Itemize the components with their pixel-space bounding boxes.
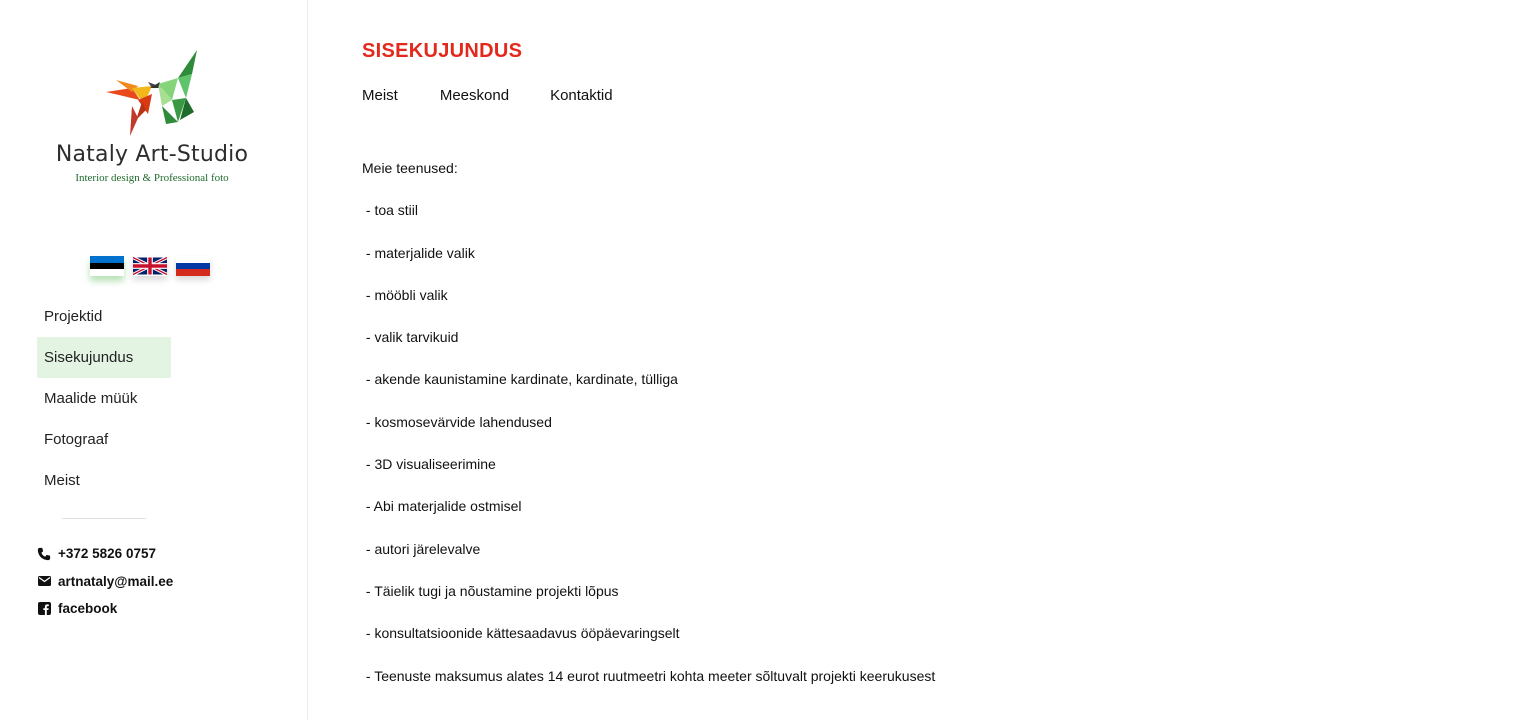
service-item: - autori järelevalve <box>362 540 481 557</box>
service-item: - Teenuste maksumus alates 14 eurot ruutmeetri kohta meeter sõltuvalt projekti keerukusest <box>362 667 936 684</box>
tab-meeskond[interactable]: Meeskond <box>439 87 510 104</box>
service-item: - 3D visualiseerimine <box>362 456 496 473</box>
email-contact[interactable] <box>37 568 173 596</box>
services-heading: Meie teenused: <box>362 160 458 176</box>
sidebar-item-meist[interactable]: Meist <box>44 472 80 489</box>
language-switcher <box>90 256 210 278</box>
brand-name: Nataly Art-Studio <box>55 142 249 167</box>
facebook-icon <box>37 602 51 616</box>
service-item: - kosmosevärvide lahendused <box>362 413 552 430</box>
sidebar-item-projektid[interactable]: Projektid <box>44 308 103 325</box>
phone-icon <box>37 547 51 561</box>
service-item: - mööbli valik <box>362 286 448 303</box>
sidebar-nav <box>37 296 171 501</box>
page-title: SISEKUJUNDUS <box>362 40 523 62</box>
phone-number: +372 5826 0757 <box>58 546 156 562</box>
envelope-icon <box>37 574 51 588</box>
tab-kontaktid[interactable]: Kontaktid <box>550 87 613 104</box>
sidebar-item-sisekujundus[interactable]: Sisekujundus <box>37 337 171 378</box>
uk-flag-icon[interactable] <box>133 256 167 276</box>
email-address: artnataly@mail.ee <box>58 573 174 589</box>
service-item: - toa stiil <box>362 202 419 219</box>
tab-meist[interactable]: Meist <box>362 87 398 104</box>
contact-info <box>37 540 173 623</box>
sub-navigation <box>362 87 613 104</box>
service-item: - akende kaunistamine kardinate, kardinate, tülliga <box>362 371 678 388</box>
hummingbird-logo-icon <box>102 48 202 140</box>
facebook-link: facebook <box>58 601 118 617</box>
russia-flag-icon[interactable] <box>176 256 210 276</box>
service-item: - materjalide valik <box>362 244 475 261</box>
sidebar-divider <box>62 518 146 519</box>
service-item: - Täielik tugi ja nõustamine projekti lõpus <box>362 582 619 599</box>
service-item: - valik tarvikuid <box>362 329 459 346</box>
service-item: - konsultatsioonide kättesaadavus ööpäevaringselt <box>362 625 680 642</box>
sidebar-item-fotograaf[interactable]: Fotograaf <box>44 431 109 448</box>
sidebar-item-maalide-myyk[interactable]: Maalide müük <box>44 390 138 407</box>
phone-contact[interactable] <box>37 540 173 568</box>
brand-tagline: Interior design & Professional foto <box>75 172 229 184</box>
services-section <box>362 157 935 707</box>
estonia-flag-icon[interactable] <box>90 256 124 276</box>
sidebar <box>0 0 308 720</box>
service-item: - Abi materjalide ostmisel <box>362 498 522 515</box>
facebook-contact[interactable] <box>37 595 173 623</box>
logo[interactable] <box>0 0 308 200</box>
